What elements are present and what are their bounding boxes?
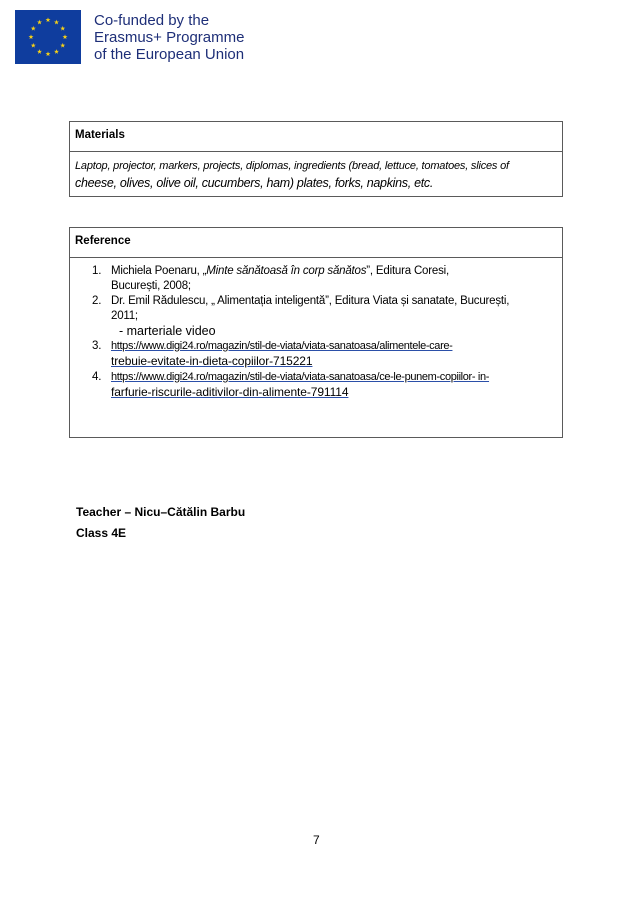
- reference-list: [70, 258, 562, 401]
- reference-heading: Reference: [70, 228, 562, 258]
- ref-line: 2011;: [111, 310, 138, 322]
- materials-line-1: Laptop, projector, markers, projects, diplomas, ingredients (bread, lettuce, tomatoes, slices of: [75, 160, 509, 172]
- funding-statement: [94, 12, 344, 63]
- reference-link[interactable]: trebuie-evitate-in-dieta-copiilor-715221: [111, 354, 313, 368]
- reference-number: 2.: [92, 295, 102, 307]
- reference-number: 3.: [92, 340, 102, 352]
- teacher-name: Teacher – Nicu–Cătălin Barbu: [76, 505, 246, 519]
- reference-link[interactable]: farfurie-riscurile-aditivilor-din-alimente-791114: [111, 385, 349, 399]
- reference-link[interactable]: https://www.digi24.ro/magazin/stil-de-viata/viata-sanatoasa/alimentele-care-: [111, 340, 453, 352]
- materials-text: [70, 152, 562, 192]
- ref-city-year: București, 2008;: [111, 280, 191, 292]
- ref-author: Michiela Poenaru, „: [111, 265, 207, 277]
- ref-publisher: ”, Editura Coresi,: [366, 265, 449, 277]
- reference-item: [70, 294, 562, 339]
- materials-box: [69, 121, 563, 197]
- reference-number: 1.: [92, 265, 102, 277]
- reference-link[interactable]: https://www.digi24.ro/magazin/stil-de-viata/viata-sanatoasa/ce-le-punem-copiilor- in-: [111, 371, 490, 383]
- class-label: Class 4E: [76, 526, 127, 540]
- reference-number: 4.: [92, 371, 102, 383]
- funding-line: Erasmus+ Programme: [94, 29, 245, 46]
- page-number: 7: [313, 833, 320, 847]
- reference-box: [69, 227, 563, 438]
- eu-flag-icon: [15, 10, 81, 64]
- reference-item: [70, 339, 562, 370]
- ref-sub-note: - marteriale video: [119, 324, 216, 338]
- materials-heading: Materials: [70, 122, 562, 152]
- materials-line-2: cheese, olives, olive oil, cucumbers, ham) plates, forks, napkins, etc.: [75, 176, 434, 190]
- funding-line: Co-funded by the: [94, 12, 210, 29]
- reference-item: [70, 370, 562, 401]
- funding-line: of the European Union: [94, 46, 245, 63]
- reference-item: [70, 264, 562, 294]
- ref-book-title: Minte sănătoasă în corp sănătos: [206, 265, 367, 277]
- ref-line: Dr. Emil Rădulescu, „ Alimentația inteligentă”, Editura Viata și sanatate, București,: [111, 295, 510, 307]
